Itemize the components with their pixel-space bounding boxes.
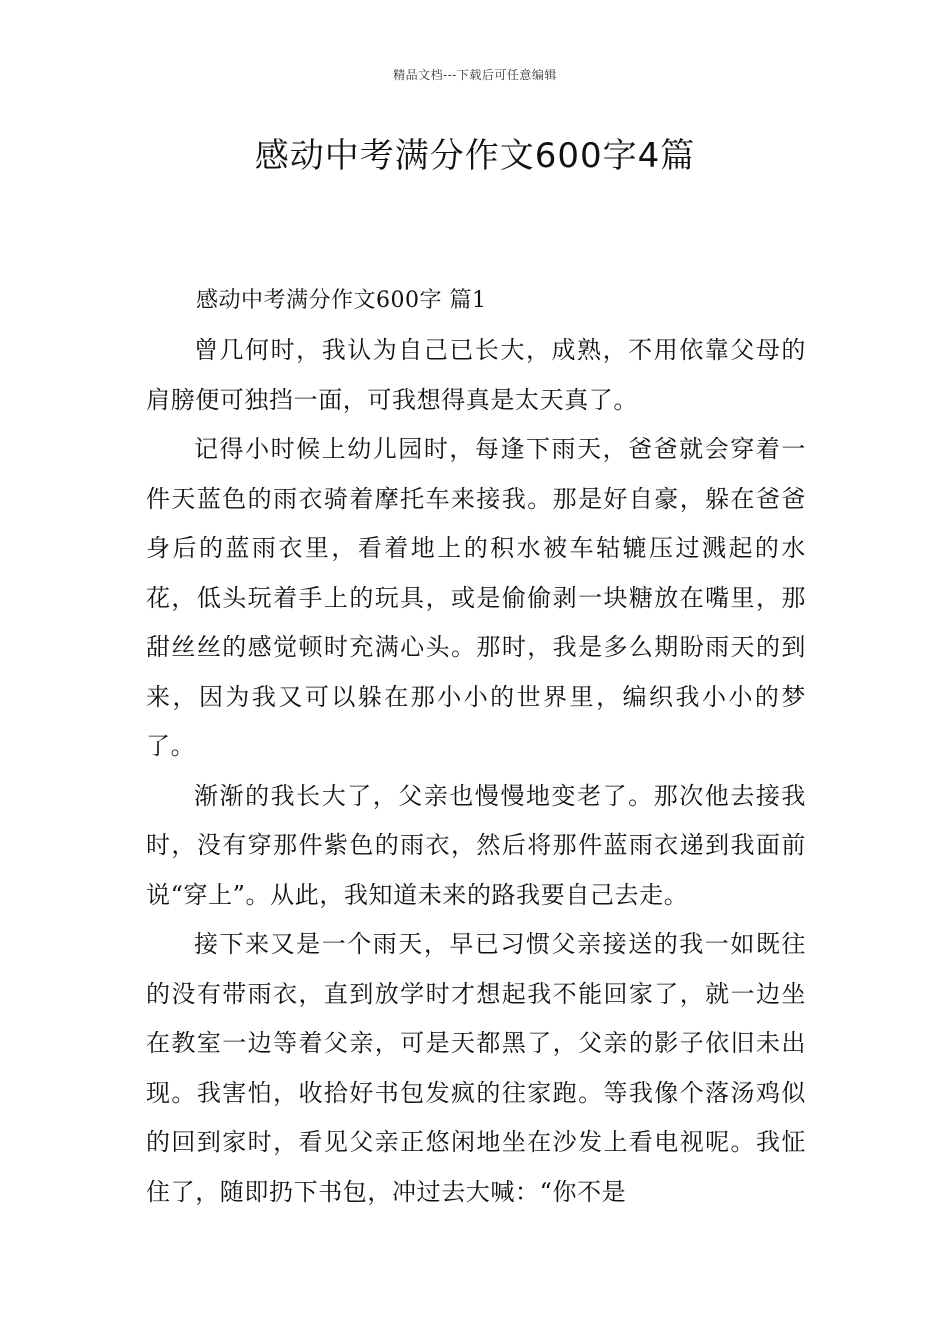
paragraph: 记得小时候上幼儿园时，每逢下雨天，爸爸就会穿着一件天蓝色的雨衣骑着摩托车来接我。那是好自豪，躲在爸爸身后的蓝雨衣里，看着地上的积水被车轱辘压过溅起的水花，低头玩着手上的玩具，或是偷偷剥一块糖放在嘴里，那甜丝丝的感觉顿时充满心头。那时，我是多么期盼雨天的到来，因为我又可以躲在那小小的世界里，编织我小小的梦了。	[146, 435, 806, 760]
paragraph: 接下来又是一个雨天，早已习惯父亲接送的我一如既往的没有带雨衣，直到放学时才想起我不能回家了，就一边坐在教室一边等着父亲，可是天都黑了，父亲的影子依旧未出现。我害怕，收拾好书包发疯的往家跑。等我像个落汤鸡似的回到家时，看见父亲正悠闲地坐在沙发上看电视呢。我怔住了，随即扔下书包，冲过去大喊：“你不是	[146, 930, 806, 1206]
header-note: 精品文档---下载后可任意编辑	[393, 68, 557, 82]
paragraph: 渐渐的我长大了，父亲也慢慢地变老了。那次他去接我时，没有穿那件紫色的雨衣，然后将那件蓝雨衣递到我面前说“穿上”。从此，我知道未来的路我要自己去走。	[146, 781, 806, 909]
paragraph: 曾几何时，我认为自己已长大，成熟，不用依靠父母的肩膀便可独挡一面，可我想得真是太天真了。	[146, 336, 806, 414]
document-title: 感动中考满分作文600字4篇	[254, 136, 696, 176]
document-body	[146, 278, 806, 1217]
section-heading: 感动中考满分作文600字 篇1	[196, 288, 487, 313]
